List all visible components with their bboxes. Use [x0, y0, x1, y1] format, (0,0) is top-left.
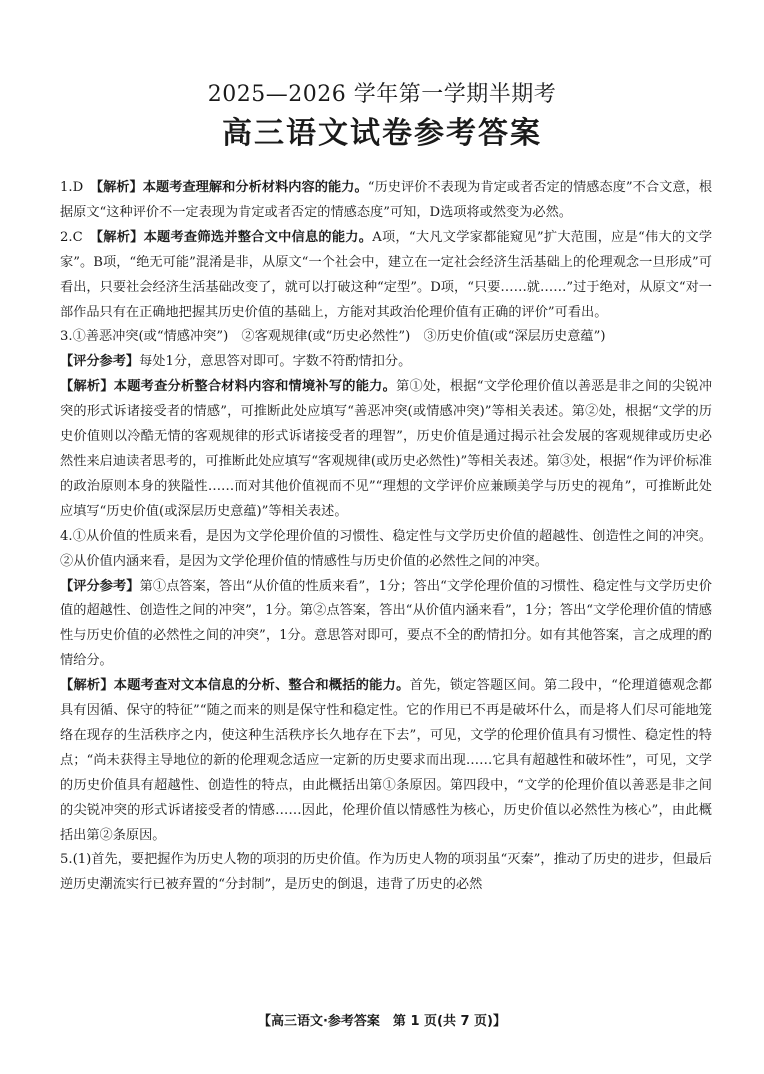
answer-2-analysis-tag: 【解析】本题考查筛选并整合文中信息的能力。 [96, 229, 373, 245]
page-footer: 【高三语文·参考答案 第 1 页(共 7 页)】 [257, 1014, 507, 1029]
answer-4-score-reference [60, 575, 712, 675]
exam-term-title: 2025—2026 学年第一学期半期考 [207, 82, 557, 107]
answer-item-2 [60, 226, 712, 326]
answer-item-5: 5.(1)首先，要把握作为历史人物的项羽的历史价值。作为历史人物的项羽虽“灭秦”，推动了历史的进步，但最后逆历史潮流实行已被弃置的“分封制”，是历史的倒退，违背了历史的必然 [60, 852, 712, 893]
answer-3-analysis-tag: 【解析】本题考查分析整合材料内容和情境补写的能力。 [60, 379, 397, 395]
answer-4-score-tag: 【评分参考】 [60, 578, 140, 594]
answer-item-1 [60, 176, 712, 226]
answer-2-label: 2.C [60, 229, 83, 245]
answer-3-score-text: 每处1分，意思答对即可。字数不符酌情扣分。 [139, 354, 412, 370]
answer-3-score-reference [60, 350, 712, 375]
answer-1-analysis-tag: 【解析】本题考查理解和分析材料内容的能力。 [96, 180, 368, 195]
answer-4-analysis-tag: 【解析】本题考查对文本信息的分析、整合和概括的能力。 [60, 678, 410, 694]
answer-content [60, 176, 712, 898]
answer-item-4: 4.①从价值的性质来看，是因为文学伦理价值的习惯性、稳定性与文学历史价值的超越性、创造性之间的冲突。②从价值内涵来看，是因为文学伦理价值的情感性与历史价值的必然性之间的冲突。 [60, 528, 712, 569]
answer-1-text: “历史评价不表现为肯定或者否定的情感态度”不合文意，根据原文“这种评价不一定表现为肯定或者否定的情感态度”可知，D选项将或然变为必然。 [60, 180, 713, 220]
answer-3-score-tag: 【评分参考】 [60, 354, 140, 370]
answer-4-analysis-text: 首先，锁定答题区间。第二段中，“伦理道德观念都具有因循、保守的特征”“随之而来的则是保守性和稳定性。它的作用已不再是破坏什么，而是将人们尽可能地笼络在现存的生活秩序之内，使这种生活秩序长久地存在下去”，可见，文学的伦理价值具有习惯性、稳定性的特点；“尚未获得主导地位的新的伦理观念适应一定新的历史要求而出现……它具有超越性和破坏性”，可见，文学的历史价值具有超越性、创造性的特点，由此概括出第①条原因。第四段中，“文学的伦理价值以善恶是非之间的尖锐冲突的形式诉诸接受者的情感……因此，伦理价值以情感性为核心，历史价值以必然性为核心”，由此概括出第②条原因。 [60, 678, 712, 843]
answer-1-label: 1.D [60, 180, 84, 195]
document-title: 高三语文试卷参考答案 [222, 116, 542, 151]
answer-3-analysis [60, 375, 712, 524]
answer-item-3: 3.①善恶冲突(或“情感冲突”) ②客观规律(或“历史必然性”) ③历史价值(或“深层历史意蕴”) [60, 329, 606, 345]
answer-4-score-text: 第①点答案，答出“从价值的性质来看”，1分；答出“文学伦理价值的习惯性、稳定性与文学历史价值的超越性、创造性之间的冲突”，1分。第②点答案，答出“从价值内涵来看”，1分；答出“文学伦理价值的情感性与历史价值的必然性之间的冲突”，1分。意思答对即可，要点不全的酌情扣分。如有其他答案，言之成理的酌情给分。 [60, 578, 712, 669]
answer-2-text: A项，“大凡文学家都能窥见”扩大范围，应是“伟大的文学家”。B项，“绝无可能”混淆是非，从原文“一个社会中，建立在一定社会经济生活基础上的伦理观念一旦形成”可看出，只要社会经济生活基础改变了，就可以打破这种“定型”。D项，“只要……就……”过于绝对，从原文“对一部作品只有在正确地把握其历史价值的基础上，方能对其政治伦理价值有正确的评价”可看出。 [60, 229, 713, 320]
answer-3-analysis-text: 第①处，根据“文学伦理价值以善恶是非之间的尖锐冲突的形式诉诸接受者的情感”，可推断此处应填写“善恶冲突(或情感冲突)”等相关表述。第②处，根据“文学的历史价值则以冷酷无情的客观规律的形式诉诸接受者的理智”，历史价值是通过揭示社会发展的客观规律或历史必然性来启迪读者思考的，可推断此处应填写“客观规律(或历史必然性)”等相关表述。第③处，根据“作为评价标准的政治原则本身的狭隘性……而对其他价值视而不见”“理想的文学评价应兼顾美学与历史的视角”，可推断此处应填写“历史价值(或深层历史意蕴)”等相关表述。 [60, 379, 713, 519]
answer-4-analysis [60, 674, 712, 848]
